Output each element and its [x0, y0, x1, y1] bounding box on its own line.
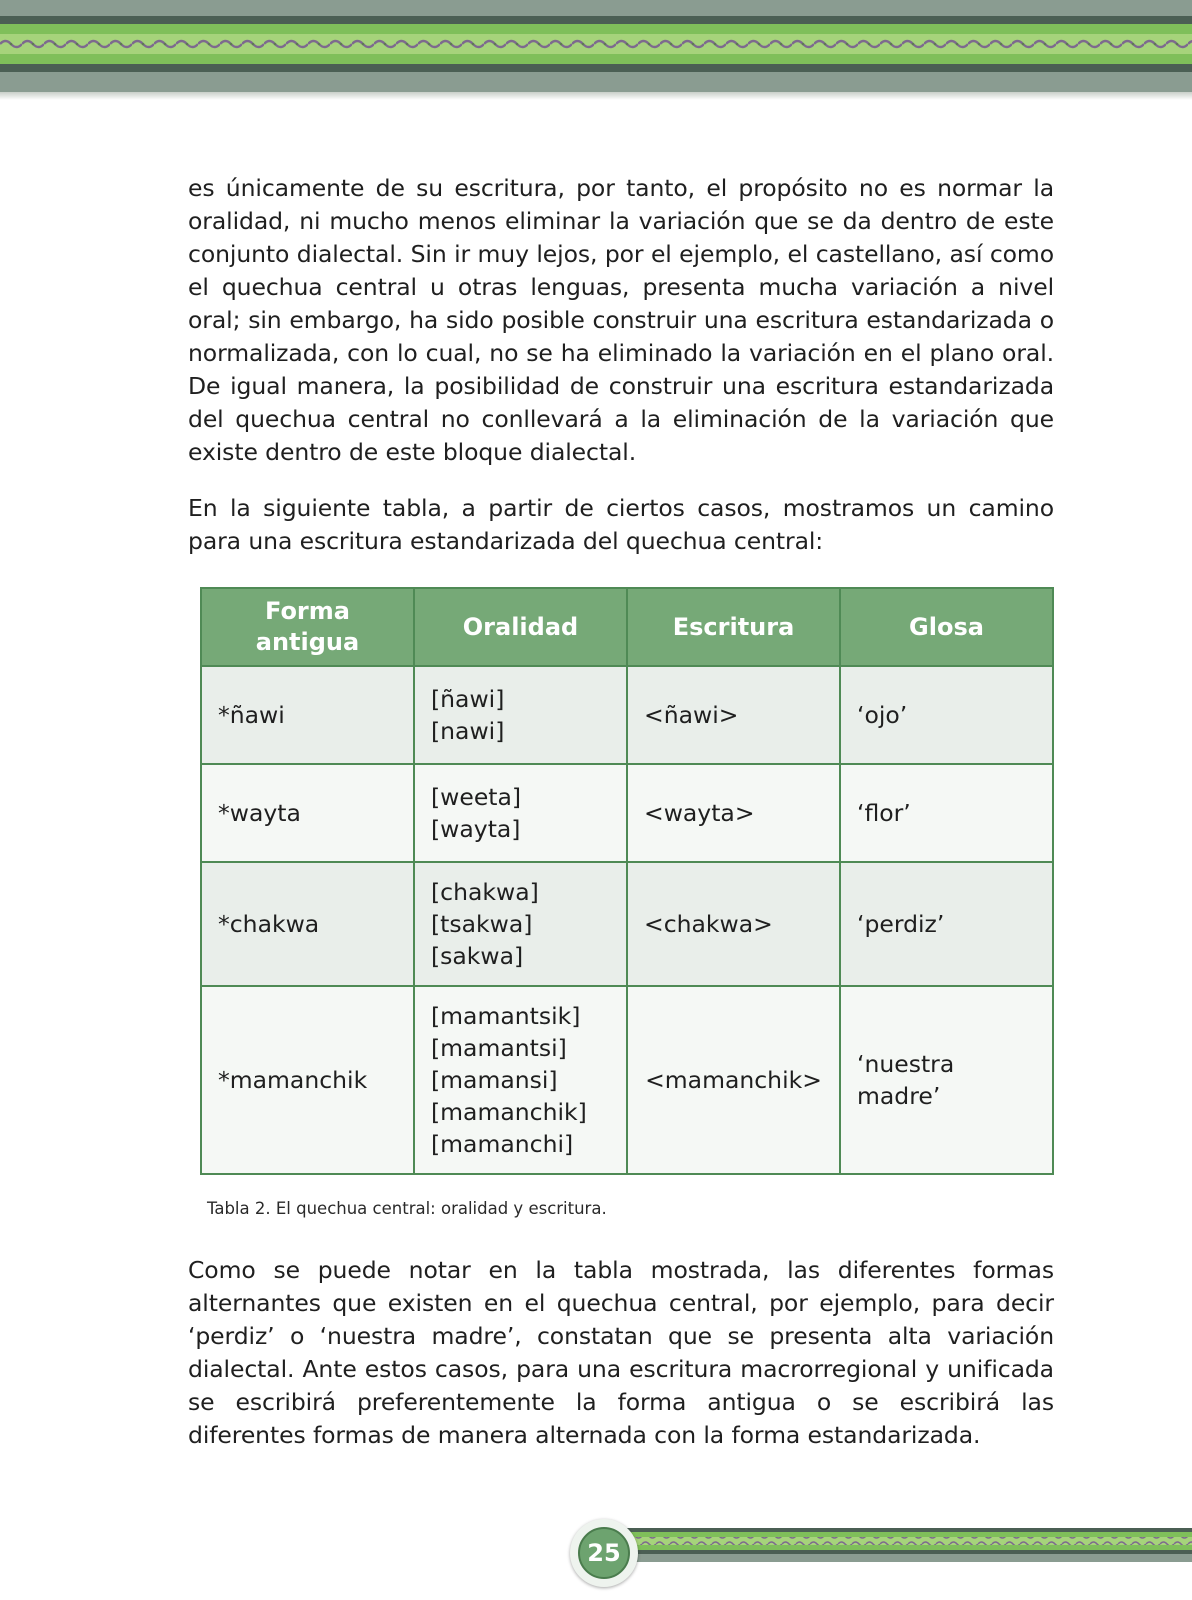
oral-variant: [mamanchik]	[431, 1098, 587, 1126]
glosa-line: madre’	[857, 1082, 941, 1110]
glosa-line: ‘perdiz’	[857, 910, 945, 938]
oral-variant: [mamantsi]	[431, 1034, 567, 1062]
header-escritura: Escritura	[627, 588, 840, 666]
oral-variant: [mamansi]	[431, 1066, 558, 1094]
footer-decorative-band	[600, 1516, 1192, 1576]
oral-variant: [weeta]	[431, 783, 522, 811]
header-forma-line2: antigua	[255, 628, 360, 656]
cell-forma: *chakwa	[201, 862, 414, 986]
glosa-line: ‘nuestra	[857, 1050, 955, 1078]
cell-glosa	[840, 986, 1053, 1174]
oral-variant: [ñawi]	[431, 685, 505, 713]
cell-glosa	[840, 666, 1053, 764]
oral-variant: [chakwa]	[431, 878, 539, 906]
oral-variant: [sakwa]	[431, 942, 524, 970]
header-decorative-band	[0, 0, 1192, 96]
body-paragraph-1: es únicamente de su escritura, por tanto, el propósito no es normar la oralidad, ni mucho menos eliminar la variación que se da dentro de este conjunto dialectal. Sin ir muy lejos, por el ejemplo, el castellano, así como el quechua central u otras lenguas, presenta mucha variación a nivel oral; sin embargo, ha sido posible construir una escritura estandarizada o normalizada, con lo cual, no se ha eliminado la variación en el plano oral. De igual manera, la posibilidad de construir una escritura estandarizada del quechua central no conllevará a la eliminación de la variación que existe dentro de este bloque dialectal.	[188, 174, 1054, 466]
page-number: 25	[587, 1539, 621, 1567]
dialect-table	[200, 587, 1054, 1175]
cell-glosa	[840, 764, 1053, 862]
table-caption: Tabla 2. El quechua central: oralidad y escritura.	[207, 1199, 607, 1218]
oral-variant: [wayta]	[431, 815, 521, 843]
cell-glosa	[840, 862, 1053, 986]
header-oralidad: Oralidad	[414, 588, 627, 666]
oral-variant: [nawi]	[431, 717, 505, 745]
cell-escritura: <wayta>	[627, 764, 840, 862]
cell-forma: *wayta	[201, 764, 414, 862]
oral-variant: [mamantsik]	[431, 1002, 581, 1030]
body-paragraph-3: Como se puede notar en la tabla mostrada, las diferentes formas alternantes que existen en el quechua central, por ejemplo, para decir ‘perdiz’ o ‘nuestra madre’, constatan que se presenta alta variación dialectal. Ante estos casos, para una escritura macrorregional y unificada se escribirá preferentemente la forma antigua o se escribirá las diferentes formas de manera alternada con la forma estandarizada.	[188, 1256, 1054, 1449]
cell-escritura: <chakwa>	[627, 862, 840, 986]
table-row	[201, 764, 1053, 862]
body-paragraph-2: En la siguiente tabla, a partir de ciertos casos, mostramos un camino para una escritura estandarizada del quechua central:	[188, 494, 1054, 555]
cell-forma: *mamanchik	[201, 986, 414, 1174]
cell-escritura: <mamanchik>	[627, 986, 840, 1174]
cell-oralidad	[414, 764, 627, 862]
oral-variant: [mamanchi]	[431, 1130, 574, 1158]
header-shadow	[0, 92, 1192, 100]
header-glosa: Glosa	[840, 588, 1053, 666]
header-forma-antigua	[201, 588, 414, 666]
header-forma-line1: Forma	[265, 597, 350, 625]
woven-pattern-icon	[0, 38, 1192, 50]
cell-escritura: <ñawi>	[627, 666, 840, 764]
glosa-line: ‘ojo’	[857, 701, 908, 729]
page-number-ring	[578, 1527, 630, 1579]
table-header-row	[201, 588, 1053, 666]
table-row	[201, 986, 1053, 1174]
page-number-badge	[570, 1519, 638, 1587]
table-row	[201, 666, 1053, 764]
cell-forma: *ñawi	[201, 666, 414, 764]
cell-oralidad	[414, 666, 627, 764]
oral-variant: [tsakwa]	[431, 910, 533, 938]
cell-oralidad	[414, 986, 627, 1174]
glosa-line: ‘flor’	[857, 799, 911, 827]
table-row	[201, 862, 1053, 986]
cell-oralidad	[414, 862, 627, 986]
